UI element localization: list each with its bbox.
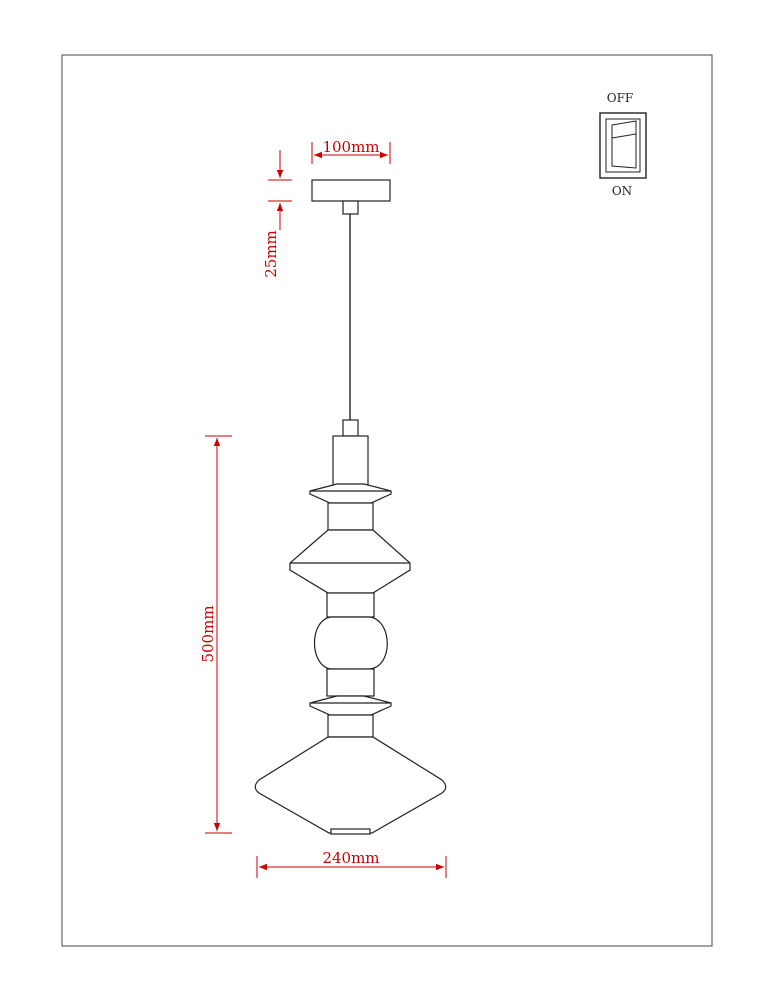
glass-shade-bottom [255, 737, 446, 833]
switch-icon [600, 91, 646, 198]
top-collar [333, 436, 368, 486]
glass-sphere [315, 617, 388, 669]
dim-label-canopy-width: 100mm [322, 138, 380, 156]
connector-2 [327, 593, 374, 617]
canopy-stem [343, 201, 358, 214]
dim-label-shade-width: 240mm [322, 849, 380, 867]
glass-disc-bottom [310, 696, 391, 715]
bottom-cap [331, 829, 370, 834]
switch-on-label: ON [611, 184, 633, 198]
connector-3 [327, 669, 374, 696]
dim-label-canopy-height: 25mm [262, 230, 280, 278]
connector-1 [328, 503, 373, 530]
glass-diamond [290, 530, 410, 593]
cable-grip [343, 420, 358, 436]
glass-disc-top [310, 484, 391, 503]
switch-off-label: OFF [606, 91, 634, 105]
ceiling-canopy [312, 180, 390, 201]
lamp-outline [255, 180, 446, 834]
connector-4 [328, 715, 373, 737]
dimension-canopy-height [268, 150, 292, 230]
dim-label-shade-height: 500mm [199, 605, 217, 663]
